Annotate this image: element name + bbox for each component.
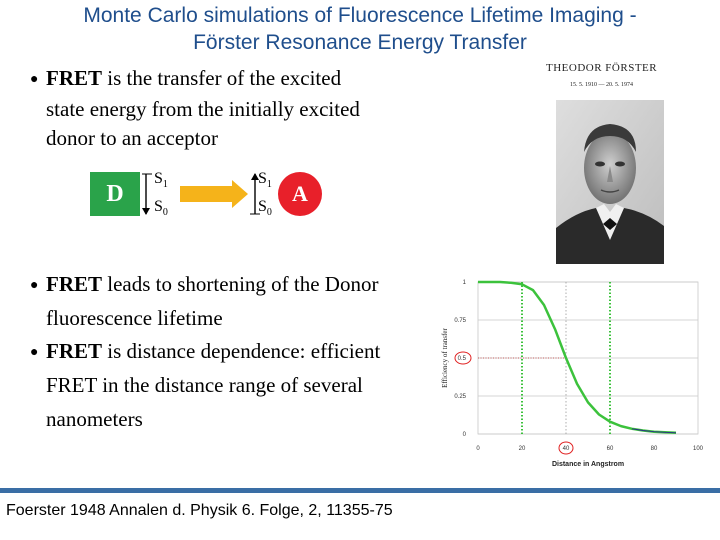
y-tick-label: 0.25 <box>454 394 466 400</box>
bullet-1-line-2: state energy from the initially excited <box>46 97 360 121</box>
fret-efficiency-chart <box>436 270 716 480</box>
bullet-3-line-3: nanometers <box>46 407 143 431</box>
x-tick-label: 60 <box>606 446 614 452</box>
y-tick-label: 0 <box>462 432 466 438</box>
bullet-1-line-3: donor to an acceptor <box>46 126 219 150</box>
donor-box: D <box>90 172 140 216</box>
bullet-2-line-2: fluorescence lifetime <box>46 306 223 330</box>
y-axis-label: Efficiency of transfer <box>441 328 449 388</box>
bullet-marker: ● <box>30 345 39 360</box>
bullet-marker: ● <box>30 72 39 87</box>
bullet-2-text: leads to shortening of the Donor <box>102 272 379 296</box>
donor-arrow-head <box>142 208 150 215</box>
slide-title-line-2: Förster Resonance Energy Transfer <box>193 31 527 54</box>
x-tick-label: 80 <box>650 446 658 452</box>
portrait-name: THEODOR FÖRSTER <box>546 62 658 74</box>
bullet-1-text: is the transfer of the excited <box>102 66 342 90</box>
fret-diagram <box>90 168 330 220</box>
bullet-3-keyword: FRET <box>46 339 103 363</box>
bullet-3-text: is distance dependence: efficient <box>102 339 381 363</box>
y-tick-label: 1 <box>462 280 466 286</box>
bullet-3-line-2: FRET in the distance range of several <box>46 373 363 397</box>
bullet-1-keyword: FRET <box>46 66 103 90</box>
bullet-marker: ● <box>30 278 39 293</box>
slide-title <box>0 2 720 56</box>
transfer-arrow <box>180 180 248 208</box>
y-tick-label: 0.5 <box>457 356 466 362</box>
acceptor-s0-label: $S_0$ <box>258 198 272 219</box>
x-tick-label: 40 <box>562 446 570 452</box>
x-tick-label: 100 <box>692 446 704 452</box>
y-tick-label: 0.75 <box>454 318 466 324</box>
x-tick-label: 20 <box>518 446 526 452</box>
donor-s1-label: $S_1$ <box>154 170 168 191</box>
footer-citation: Foerster 1948 Annalen d. Physik 6. Folge, 2, 11355-75 <box>6 502 393 519</box>
bullet-2-line-1 <box>46 272 378 297</box>
bullet-2-keyword: FRET <box>46 272 103 296</box>
acceptor-s1-label: $S_1$ <box>258 170 272 191</box>
bullet-3-line-1 <box>46 339 380 364</box>
footer-divider <box>0 488 720 493</box>
donor-s0-label: $S_0$ <box>154 198 168 219</box>
portrait-dates: 15. 5. 1910 — 20. 5. 1974 <box>570 82 633 88</box>
slide-title-line-1: Monte Carlo simulations of Fluorescence Lifetime Imaging - <box>83 4 637 27</box>
portrait-photo <box>556 100 664 264</box>
x-axis-label: Distance in Angstrom <box>551 461 625 468</box>
efficiency-curve <box>478 282 676 433</box>
acceptor-circle: A <box>278 172 322 216</box>
bullet-1-line-1 <box>46 66 341 91</box>
x-tick-label: 0 <box>476 446 480 452</box>
